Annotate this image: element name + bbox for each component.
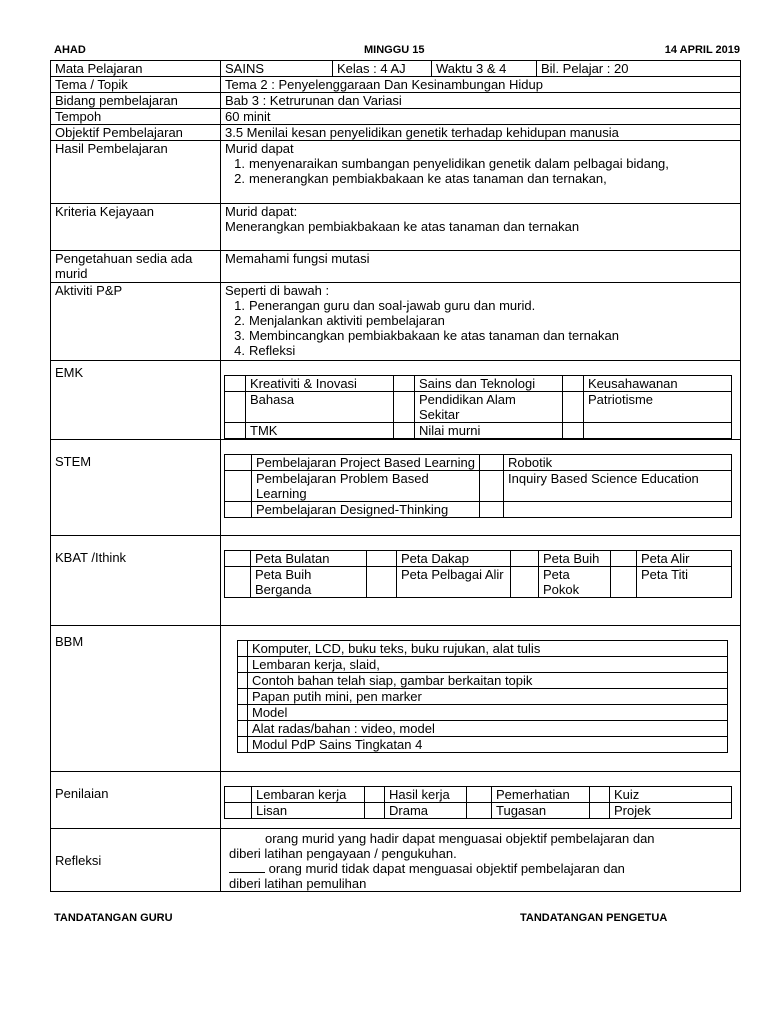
checkbox[interactable] bbox=[238, 721, 248, 737]
list-item: 1. menyenaraikan sumbangan penyelidikan genetik dalam pelbagai bidang, bbox=[234, 156, 669, 171]
refleksi-line3: orang murid tidak dapat menguasai objektif pembelajaran dan bbox=[229, 861, 736, 876]
emk-option: Bahasa bbox=[246, 392, 394, 423]
bidang-value: Bab 3 : Ketrurunan dan Variasi bbox=[221, 93, 741, 109]
list-item: 2. menerangkan pembiakbakaan ke atas tanaman dan ternakan, bbox=[234, 171, 607, 186]
label-kriteria: Kriteria Kejayaan bbox=[51, 204, 221, 251]
checkbox[interactable] bbox=[590, 803, 610, 819]
checkbox[interactable] bbox=[611, 567, 637, 598]
label-tempoh: Tempoh bbox=[51, 109, 221, 125]
penilaian-option: Hasil kerja bbox=[385, 787, 467, 803]
subject-value: SAINS bbox=[221, 61, 333, 76]
label-hasil: Hasil Pembelajaran bbox=[51, 141, 221, 204]
checkbox[interactable] bbox=[225, 551, 251, 567]
label-aktiviti: Aktiviti P&P bbox=[51, 283, 221, 361]
bbm-option: Contoh bahan telah siap, gambar berkaitan topik bbox=[248, 673, 728, 689]
label-pengetahuan: Pengetahuan sedia ada murid bbox=[51, 251, 221, 283]
tempoh-value: 60 minit bbox=[221, 109, 741, 125]
kbat-option: Peta Buih bbox=[539, 551, 611, 567]
penilaian-option: Lisan bbox=[252, 803, 365, 819]
bbm-option: Modul PdP Sains Tingkatan 4 bbox=[248, 737, 728, 753]
checkbox[interactable] bbox=[480, 455, 504, 471]
refleksi-blank-field[interactable] bbox=[229, 861, 265, 873]
penilaian-option: Drama bbox=[385, 803, 467, 819]
label-objektif: Objektif Pembelajaran bbox=[51, 125, 221, 141]
checkbox[interactable] bbox=[394, 392, 415, 423]
row-tempoh bbox=[51, 109, 741, 125]
list-item: 3. Membincangkan pembiakbakaan ke atas tanaman dan ternakan bbox=[234, 328, 620, 343]
checkbox[interactable] bbox=[367, 567, 397, 598]
refleksi-line2: diberi latihan pengayaan / pengukuhan. bbox=[229, 846, 457, 861]
emk-option: Nilai murni bbox=[415, 423, 563, 439]
row-aktiviti bbox=[51, 283, 741, 361]
penilaian-option: Lembaran kerja bbox=[252, 787, 365, 803]
emk-table bbox=[224, 375, 732, 439]
checkbox[interactable] bbox=[367, 551, 397, 567]
checkbox[interactable] bbox=[563, 392, 584, 423]
kelas-value: Kelas : 4 AJ bbox=[333, 61, 432, 76]
stem-option: Robotik bbox=[504, 455, 732, 471]
checkbox[interactable] bbox=[238, 641, 248, 657]
kbat-option: Peta Bulatan bbox=[251, 551, 367, 567]
kbat-option: Peta Pokok bbox=[539, 567, 611, 598]
checkbox[interactable] bbox=[238, 705, 248, 721]
page-header bbox=[54, 44, 740, 58]
row-emk bbox=[51, 361, 741, 440]
waktu-value: Waktu 3 & 4 bbox=[432, 61, 537, 76]
signature-pengetua: TANDATANGAN PENGETUA bbox=[520, 912, 668, 924]
checkbox[interactable] bbox=[467, 803, 492, 819]
checkbox[interactable] bbox=[238, 657, 248, 673]
row-pengetahuan bbox=[51, 251, 741, 283]
aktiviti-list bbox=[225, 298, 736, 358]
checkbox[interactable] bbox=[365, 787, 385, 803]
label-mata-pelajaran: Mata Pelajaran bbox=[51, 61, 221, 77]
refleksi-line4: diberi latihan pemulihan bbox=[229, 876, 367, 891]
label-penilaian: Penilaian bbox=[51, 772, 221, 829]
emk-option: Kreativiti & Inovasi bbox=[246, 376, 394, 392]
bbm-table bbox=[237, 640, 728, 753]
stem-option: Pembelajaran Project Based Learning bbox=[252, 455, 480, 471]
penilaian-option: Kuiz bbox=[610, 787, 732, 803]
checkbox[interactable] bbox=[563, 376, 584, 392]
checkbox[interactable] bbox=[511, 551, 539, 567]
label-stem: STEM bbox=[51, 440, 221, 536]
checkbox[interactable] bbox=[225, 392, 246, 423]
lesson-plan-table bbox=[50, 60, 741, 892]
bbm-option: Komputer, LCD, buku teks, buku rujukan, alat tulis bbox=[248, 641, 728, 657]
row-bbm bbox=[51, 626, 741, 772]
label-bidang: Bidang pembelajaran bbox=[51, 93, 221, 109]
row-subject bbox=[51, 61, 741, 77]
kbat-option: Peta Buih Berganda bbox=[251, 567, 367, 598]
bbm-option: Lembaran kerja, slaid, bbox=[248, 657, 728, 673]
stem-option: Inquiry Based Science Education bbox=[504, 471, 732, 502]
kriteria-line1: Murid dapat: bbox=[225, 204, 298, 219]
checkbox[interactable] bbox=[225, 787, 252, 803]
kbat-option: Peta Alir bbox=[637, 551, 732, 567]
checkbox[interactable] bbox=[611, 551, 637, 567]
emk-option: Sains dan Teknologi bbox=[415, 376, 563, 392]
checkbox[interactable] bbox=[394, 376, 415, 392]
checkbox[interactable] bbox=[225, 803, 252, 819]
checkbox[interactable] bbox=[394, 423, 415, 439]
bbm-option: Alat radas/bahan : video, model bbox=[248, 721, 728, 737]
row-kbat bbox=[51, 536, 741, 626]
checkbox[interactable] bbox=[225, 471, 252, 502]
penilaian-table bbox=[224, 786, 732, 819]
label-kbat: KBAT /Ithink bbox=[51, 536, 221, 626]
row-penilaian bbox=[51, 772, 741, 829]
pengetahuan-value: Memahami fungsi mutasi bbox=[221, 251, 741, 283]
emk-option: Keusahawanan bbox=[584, 376, 732, 392]
label-emk: EMK bbox=[51, 361, 221, 440]
kbat-option: Peta Pelbagai Alir bbox=[397, 567, 511, 598]
checkbox[interactable] bbox=[511, 567, 539, 598]
checkbox[interactable] bbox=[365, 803, 385, 819]
checkbox[interactable] bbox=[590, 787, 610, 803]
stem-option: Pembelajaran Designed-Thinking bbox=[252, 502, 480, 518]
emk-option: Pendidikan Alam Sekitar bbox=[415, 392, 563, 423]
header-date: 14 APRIL 2019 bbox=[664, 44, 740, 56]
label-refleksi: Refleksi bbox=[51, 829, 221, 892]
row-objektif bbox=[51, 125, 741, 141]
row-bidang bbox=[51, 93, 741, 109]
checkbox[interactable] bbox=[467, 787, 492, 803]
page-footer bbox=[54, 912, 740, 926]
hasil-intro: Murid dapat bbox=[225, 141, 294, 156]
signature-guru: TANDATANGAN GURU bbox=[54, 912, 173, 924]
row-kriteria bbox=[51, 204, 741, 251]
row-hasil bbox=[51, 141, 741, 204]
tema-value: Tema 2 : Penyelenggaraan Dan Kesinambungan Hidup bbox=[221, 77, 741, 93]
stem-option bbox=[504, 502, 732, 518]
kbat-option: Peta Dakap bbox=[397, 551, 511, 567]
refleksi-line1: orang murid yang hadir dapat menguasai objektif pembelajaran dan bbox=[265, 831, 655, 846]
bbm-option: Papan putih mini, pen marker bbox=[248, 689, 728, 705]
stem-table bbox=[224, 454, 732, 518]
header-day: AHAD bbox=[54, 44, 86, 56]
checkbox[interactable] bbox=[238, 673, 248, 689]
kbat-option: Peta Titi bbox=[637, 567, 732, 598]
row-tema bbox=[51, 77, 741, 93]
penilaian-option: Pemerhatian bbox=[492, 787, 590, 803]
emk-option: TMK bbox=[246, 423, 394, 439]
checkbox[interactable] bbox=[225, 455, 252, 471]
checkbox[interactable] bbox=[225, 423, 246, 439]
label-bbm: BBM bbox=[51, 626, 221, 772]
list-item: 2. Menjalankan aktiviti pembelajaran bbox=[234, 313, 445, 328]
header-week: MINGGU 15 bbox=[364, 44, 425, 56]
objektif-value: 3.5 Menilai kesan penyelidikan genetik terhadap kehidupan manusia bbox=[221, 125, 741, 141]
checkbox[interactable] bbox=[238, 689, 248, 705]
checkbox[interactable] bbox=[225, 567, 251, 598]
bil-pelajar-value: Bil. Pelajar : 20 bbox=[541, 61, 629, 76]
checkbox[interactable] bbox=[480, 471, 504, 502]
checkbox[interactable] bbox=[225, 376, 246, 392]
list-item: 4. Refleksi bbox=[234, 343, 296, 358]
checkbox[interactable] bbox=[563, 423, 584, 439]
kbat-table bbox=[224, 550, 732, 598]
hasil-list bbox=[225, 156, 736, 186]
kriteria-line2: Menerangkan pembiakbakaan ke atas tanaman dan ternakan bbox=[225, 219, 580, 234]
list-item: 1. Penerangan guru dan soal-jawab guru dan murid. bbox=[234, 298, 536, 313]
penilaian-option: Tugasan bbox=[492, 803, 590, 819]
aktiviti-intro: Seperti di bawah : bbox=[225, 283, 330, 298]
label-tema: Tema / Topik bbox=[51, 77, 221, 93]
bbm-option: Model bbox=[248, 705, 728, 721]
checkbox[interactable] bbox=[225, 502, 252, 518]
checkbox[interactable] bbox=[238, 737, 248, 753]
row-stem bbox=[51, 440, 741, 536]
row-refleksi bbox=[51, 829, 741, 892]
penilaian-option: Projek bbox=[610, 803, 732, 819]
checkbox[interactable] bbox=[480, 502, 504, 518]
stem-option: Pembelajaran Problem Based Learning bbox=[252, 471, 480, 502]
emk-option: Patriotisme bbox=[584, 392, 732, 423]
emk-option bbox=[584, 423, 732, 439]
